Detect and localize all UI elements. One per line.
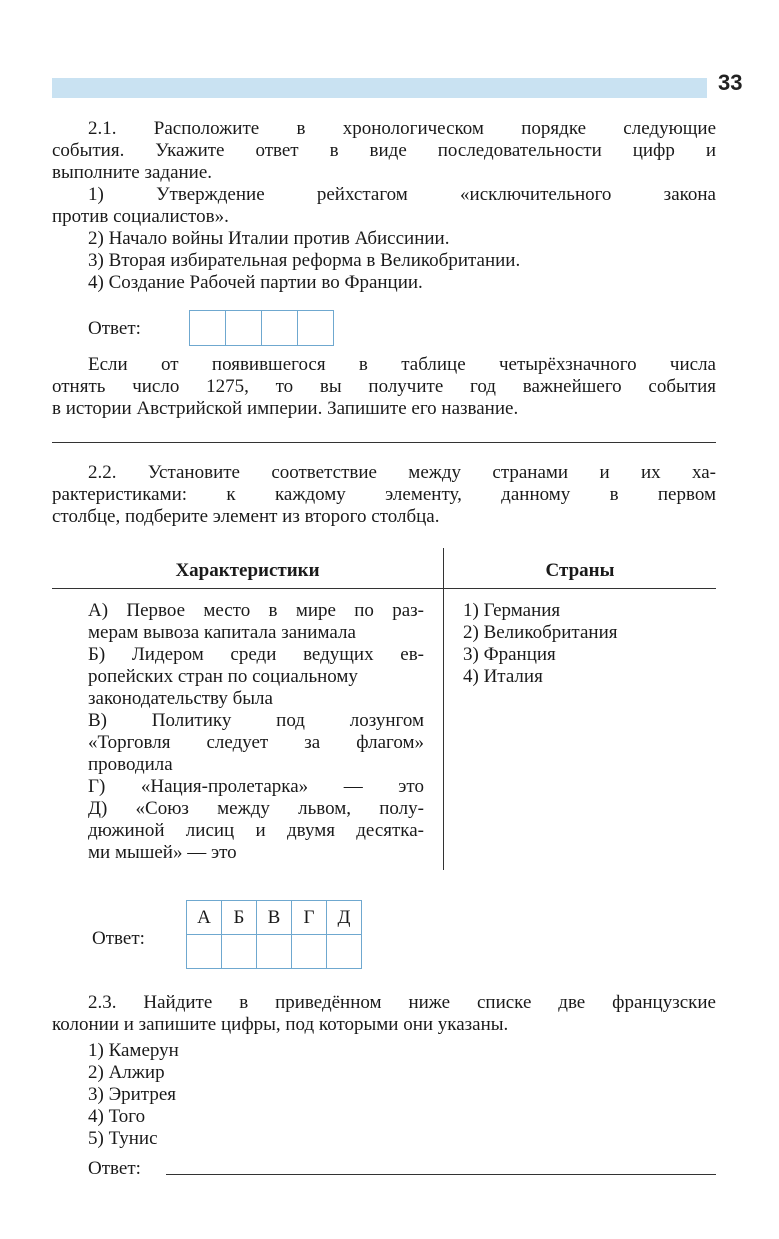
answer-cell[interactable] [292,935,327,969]
task1-item-2: 2) Начало войны Италии против Абиссинии. [88,228,450,249]
country-item: 1) Германия [463,600,561,621]
task1-followup-line-2: отнять число 1275, то вы получите год важнейшего события [52,376,716,397]
table-header-countries: Страны [545,560,615,581]
characteristic-line: проводила [88,754,173,775]
answer-cell[interactable] [327,935,362,969]
answer-letter: Г [292,901,327,935]
answer-letter: Б [222,901,257,935]
task3-item: 4) Того [88,1106,146,1127]
characteristic-line: ропейских стран по социальному [88,666,358,687]
answer-letter: В [257,901,292,935]
characteristic-line: дюжиной лисиц и двумя десятка- [88,820,424,841]
task1-title-line-2: события. Укажите ответ в виде последовательности цифр и [52,140,716,161]
country-item: 4) Италия [463,666,543,687]
task3-title-line-1: 2.3. Найдите в приведённом ниже списке две французские [88,992,716,1013]
answer-cell[interactable] [187,935,222,969]
characteristic-line: В) Политику под лозунгом [88,710,424,731]
answer-cell[interactable] [190,311,226,345]
task1-item-3: 3) Вторая избирательная реформа в Великобритании. [88,250,521,271]
country-item: 2) Великобритания [463,622,618,643]
answer-letter: А [187,901,222,935]
task1-answer-boxes[interactable] [189,310,334,346]
task1-title-line-3: выполните задание. [52,162,213,183]
task1-followup-line-1: Если от появившегося в таблице четырёхзначного числа [88,354,716,375]
characteristic-line: «Торговля следует за флагом» [88,732,424,753]
task2-answer-label: Ответ: [92,928,145,949]
characteristic-line: Г) «Нация-пролетарка» — это [88,776,424,797]
task3-answer-label: Ответ: [88,1158,141,1179]
task3-title-line-2: колонии и запишите цифры, под которыми они указаны. [52,1014,509,1035]
task2-title-line-3: столбце, подберите элемент из второго столбца. [52,506,440,527]
task2-title-line-2: рактеристиками: к каждому элементу, данному в первом [52,484,716,505]
answer-cell[interactable] [226,311,262,345]
answer-cell[interactable] [222,935,257,969]
characteristic-line: законодательству была [88,688,273,709]
task3-item: 1) Камерун [88,1040,179,1061]
table-header-rule [52,588,716,589]
task2-title-line-1: 2.2. Установите соответствие между странами и их ха- [88,462,716,483]
characteristic-line: Б) Лидером среди ведущих ев- [88,644,424,665]
task3-answer-line[interactable] [166,1174,716,1175]
header-band [52,78,707,98]
characteristic-line: А) Первое место в мире по раз- [88,600,424,621]
answer-cell[interactable] [257,935,292,969]
task2-answer-grid [186,900,362,969]
table-header-characteristics: Характеристики [175,560,320,581]
task1-item-1: 1) Утверждение рейхстагом «исключительного закона [88,184,716,205]
task3-item: 5) Тунис [88,1128,158,1149]
characteristic-line: Д) «Союз между львом, полу- [88,798,424,819]
page-number: 33 [718,70,743,95]
task1-item-4: 4) Создание Рабочей партии во Франции. [88,272,423,293]
task1-item-1-cont: против социалистов». [52,206,229,227]
country-item: 3) Франция [463,644,556,665]
answer-cell[interactable] [262,311,298,345]
answer-letter: Д [327,901,362,935]
characteristic-line: ми мышей» — это [88,842,237,863]
task3-item: 3) Эритрея [88,1084,176,1105]
characteristic-line: мерам вывоза капитала занимала [88,622,356,643]
section-divider [52,442,716,443]
answer-cell[interactable] [298,311,333,345]
task1-title-line-1: 2.1. Расположите в хронологическом порядке следующие [88,118,716,139]
task3-item: 2) Алжир [88,1062,165,1083]
task1-followup-line-3: в истории Австрийской империи. Запишите его название. [52,398,519,419]
table-column-divider [443,548,444,870]
task1-answer-label: Ответ: [88,318,141,339]
